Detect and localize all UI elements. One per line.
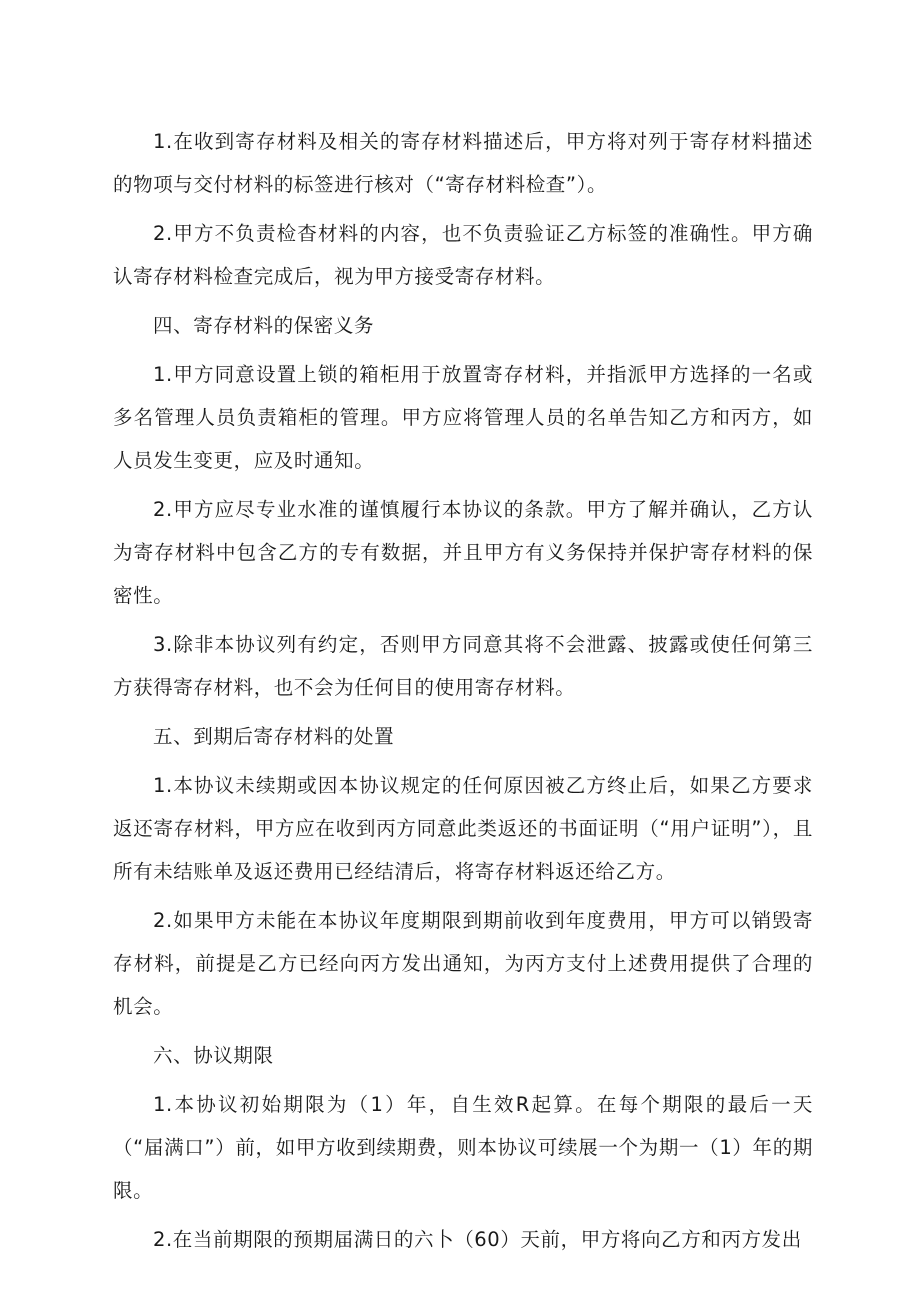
- section-heading-4: 四、寄存材料的保密义务: [153, 314, 375, 337]
- paragraph-5: 3.除非本协议列有约定，否则甲方同意其将不会泄露、披露或使任何第三方获得寄存材料，也不会为任何目的使用寄存材料。: [113, 633, 813, 699]
- paragraph-1: 1.在收到寄存材料及相关的寄存材料描述后，甲方将对列于寄存材料描述的物项与交付材料的标签进行核对（“寄存材料检查”）。: [113, 130, 813, 196]
- paragraph-6: 1.本协议未续期或因本协议规定的任何原因被乙方终止后，如果乙方要求返还寄存材料，甲方应在收到丙方同意此类返还的书面证明（“用户证明”），且所有未结账单及返还费用已经结清后，将寄存材料返还给乙方。: [113, 774, 813, 883]
- paragraph-8: 1.本协议初始期限为（1）年，自生效R起算。在每个期限的最后一天（“届满口”）前，如甲方收到续期费，则本协议可续展一个为期一（1）年的期限。: [113, 1093, 813, 1202]
- paragraph-7: 2.如果甲方未能在本协议年度期限到期前收到年度费用，甲方可以销毁寄存材料，前提是乙方已经向丙方发出通知，为丙方支付上述费用提供了合理的机会。: [113, 909, 813, 1018]
- section-heading-6: 六、协议期限: [153, 1044, 274, 1067]
- paragraph-9: 2.在当前期限的预期届满日的六卜（60）天前，甲方将向乙方和丙方发出: [153, 1228, 802, 1251]
- section-heading-5: 五、到期后寄存材料的处置: [153, 725, 395, 748]
- paragraph-2: 2.甲方不负责检杳材料的内容，也不负责验证乙方标签的准确性。甲方确认寄存材料检查完成后，视为甲方接受寄存材料。: [113, 222, 813, 288]
- document-body: [113, 120, 813, 1267]
- paragraph-3: 1.甲方同意设置上锁的箱柜用于放置寄存材料，并指派甲方选择的一名或多名管理人员负责箱柜的管理。甲方应将管理人员的名单告知乙方和丙方，如人员发生变更，应及时通知。: [113, 363, 813, 472]
- paragraph-4: 2.甲方应尽专业水准的谨慎履行本协议的条款。甲方了解并确认，乙方认为寄存材料中包含乙方的专有数据，并且甲方有义务保持并保护寄存材料的保密性。: [113, 498, 813, 607]
